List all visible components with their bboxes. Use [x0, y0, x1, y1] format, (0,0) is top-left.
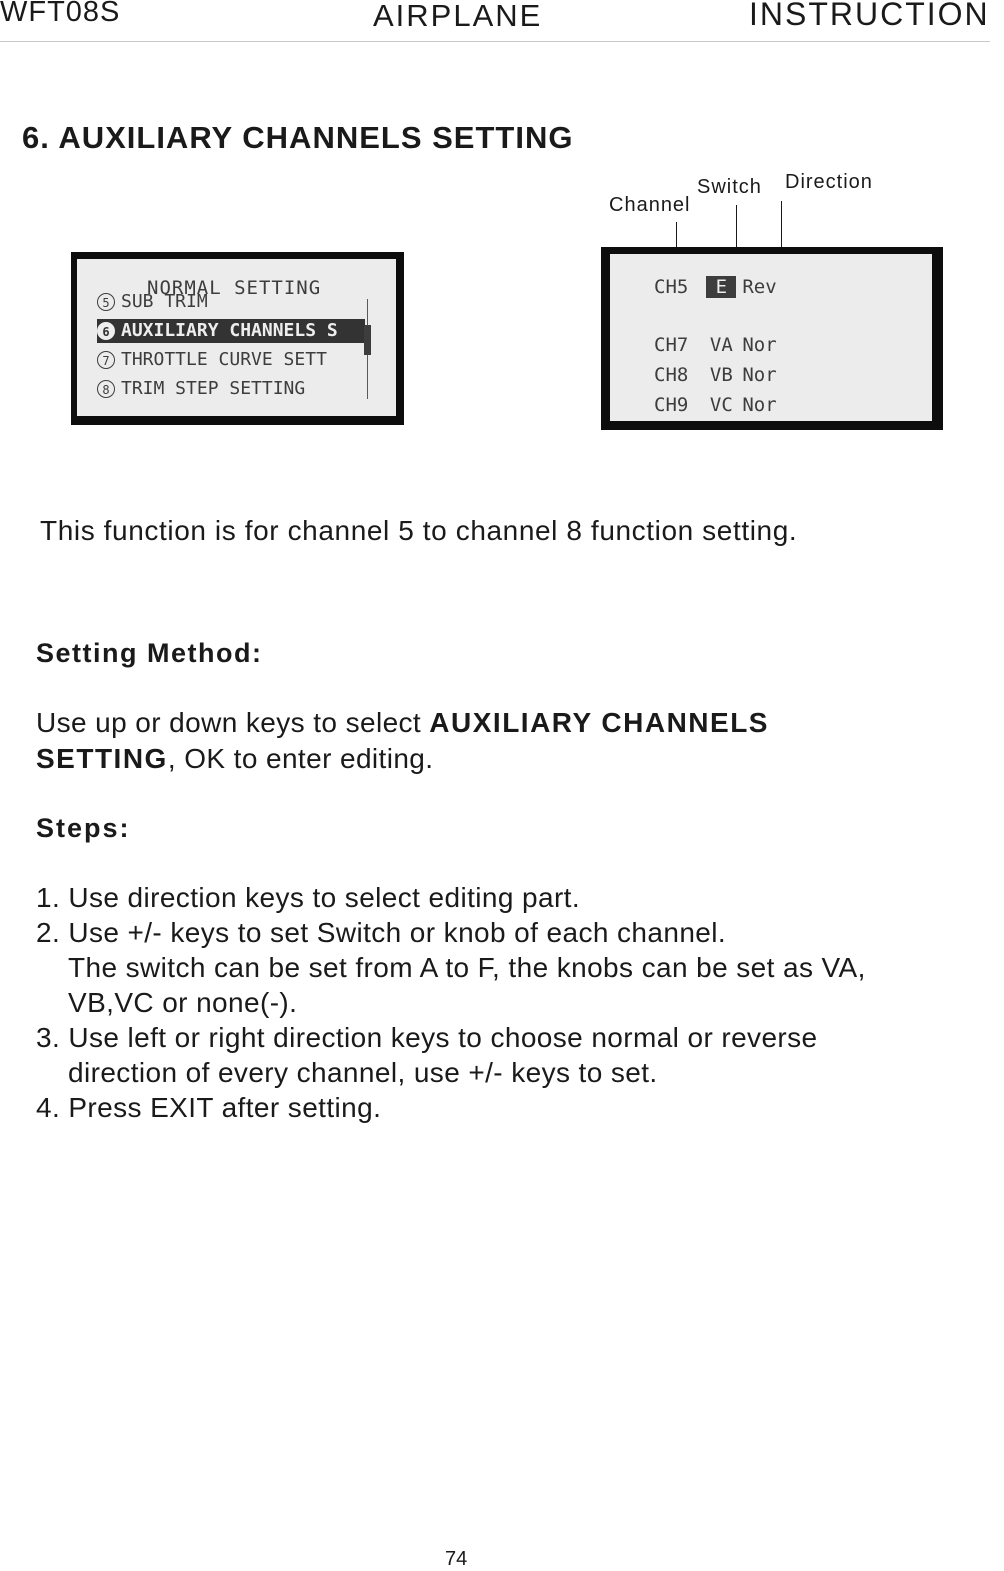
- menu-scroll-thumb: [364, 325, 371, 355]
- menu-item-label: TRIM STEP SETTING: [121, 378, 306, 399]
- channel-row: [654, 334, 777, 356]
- channel-direction: Rev: [742, 276, 777, 298]
- setting-method-text-before: Use up or down keys to select: [36, 707, 430, 738]
- header-section: AIRPLANE: [373, 0, 543, 33]
- callout-channel-label: Channel: [609, 194, 691, 216]
- menu-item: [97, 319, 365, 343]
- channel-row: [654, 276, 777, 298]
- menu-item-label: AUXILIARY CHANNELS S: [121, 320, 338, 341]
- channel-row: [654, 394, 777, 416]
- channel-switch: VA: [709, 334, 733, 356]
- channel-name: CH5: [654, 276, 689, 298]
- steps-list: [36, 880, 1004, 1125]
- step-item: 1. Use direction keys to select editing part.: [36, 882, 581, 913]
- step-item-continuation: The switch can be set from A to F, the knobs can be set as VA,: [68, 952, 866, 983]
- menu-screen-image: [71, 252, 404, 425]
- menu-item: [97, 290, 365, 314]
- setting-method-bold-1: AUXILIARY CHANNELS: [429, 707, 769, 738]
- step-item: 4. Press EXIT after setting.: [36, 1092, 382, 1123]
- intro-text: This function is for channel 5 to channel 8 function setting.: [40, 515, 798, 546]
- page-number: 74: [445, 1548, 468, 1570]
- setting-method-text: [36, 705, 936, 777]
- callout-direction-label: Direction: [785, 171, 873, 193]
- channel-switch: VB: [709, 364, 733, 386]
- header-model: WFT08S: [0, 0, 121, 28]
- menu-screen-display: [77, 259, 396, 416]
- channel-row: [654, 364, 777, 386]
- channel-screen-image: [601, 247, 943, 430]
- setting-method-bold-2: SETTING: [36, 743, 168, 774]
- step-item-continuation: VB,VC or none(-).: [68, 987, 298, 1018]
- channel-switch: VC: [709, 394, 733, 416]
- menu-item-label: THROTTLE CURVE SETT: [121, 349, 327, 370]
- menu-item-number-icon: 5: [97, 293, 115, 311]
- steps-heading: Steps:: [36, 813, 131, 843]
- step-item-continuation: direction of every channel, use +/- keys to set.: [68, 1057, 658, 1088]
- callout-switch-label: Switch: [697, 176, 762, 198]
- section-title: 6. AUXILIARY CHANNELS SETTING: [22, 120, 574, 155]
- menu-screen-title: NORMAL SETTING: [147, 277, 322, 299]
- setting-method-heading: Setting Method:: [36, 638, 263, 668]
- menu-item: [97, 377, 365, 401]
- menu-item-number-icon: 7: [97, 351, 115, 369]
- menu-item-label: SUB TRIM: [121, 291, 208, 312]
- channel-direction: Nor: [742, 364, 777, 386]
- step-item: 2. Use +/- keys to set Switch or knob of each channel.: [36, 917, 727, 948]
- menu-item-number-icon: 6: [97, 322, 115, 340]
- header-divider: [0, 41, 990, 42]
- step-item: 3. Use left or right direction keys to choose normal or reverse: [36, 1022, 818, 1053]
- channel-direction: Nor: [742, 394, 777, 416]
- header-doc-type: INSTRUCTION: [749, 0, 990, 32]
- menu-item-number-icon: 8: [97, 380, 115, 398]
- channel-name: CH8: [654, 364, 689, 386]
- menu-item: [97, 348, 365, 372]
- channel-name: CH7: [654, 334, 689, 356]
- channel-screen-display: [610, 254, 932, 421]
- channel-switch: E: [706, 276, 736, 298]
- channel-name: CH9: [654, 394, 689, 416]
- channel-direction: Nor: [742, 334, 777, 356]
- setting-method-text-after: , OK to enter editing.: [167, 743, 434, 774]
